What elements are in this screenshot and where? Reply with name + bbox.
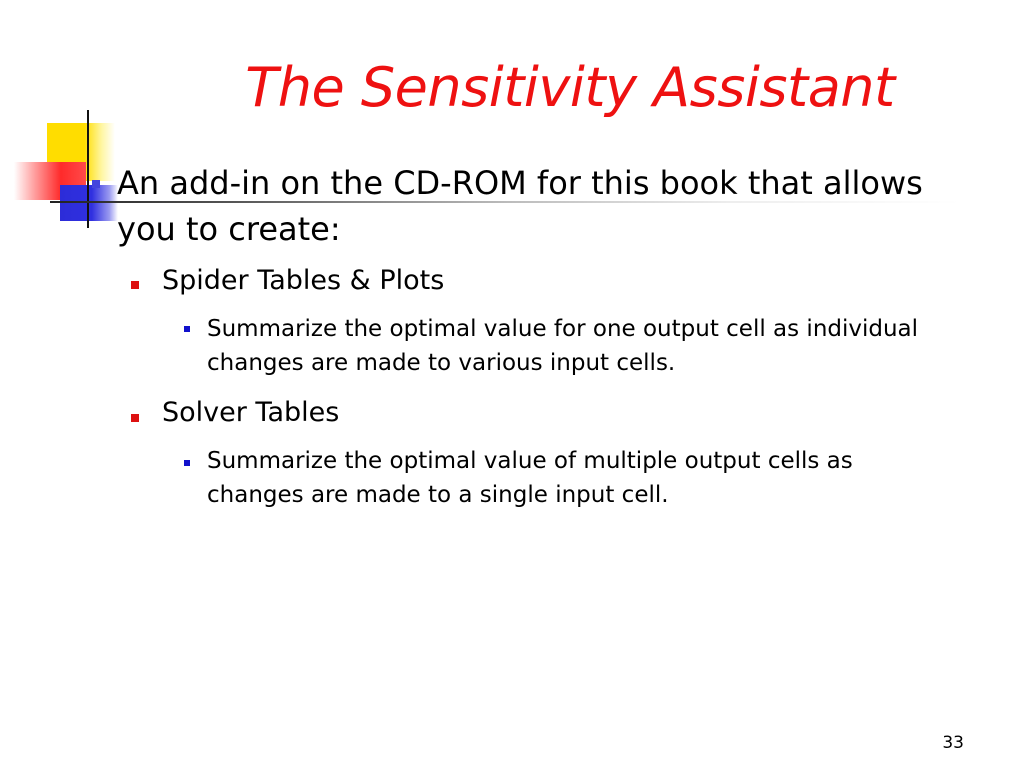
logo-blue-square [60,185,118,221]
bullet-item-detail: Summarize the optimal value of multiple output cells as changes are made to a single input cell. [207,448,853,508]
page-number: 33 [942,733,964,753]
level3-bullet-icon [184,326,190,332]
level1-bullet-icon [92,180,100,188]
main-point-text: An add-in on the CD-ROM for this book that allows you to create: [117,164,923,248]
level2-bullet-icon [131,414,139,422]
slide-title: The Sensitivity Assistant [245,56,895,119]
logo-vertical-line [87,110,89,228]
bullet-item-label: Spider Tables & Plots [162,265,445,296]
bullet-item-label: Solver Tables [162,397,340,428]
level3-bullet-icon [184,460,190,466]
level2-bullet-icon [131,281,139,289]
bullet-item-detail: Summarize the optimal value for one output cell as individual changes are made to various input cells. [207,316,919,376]
